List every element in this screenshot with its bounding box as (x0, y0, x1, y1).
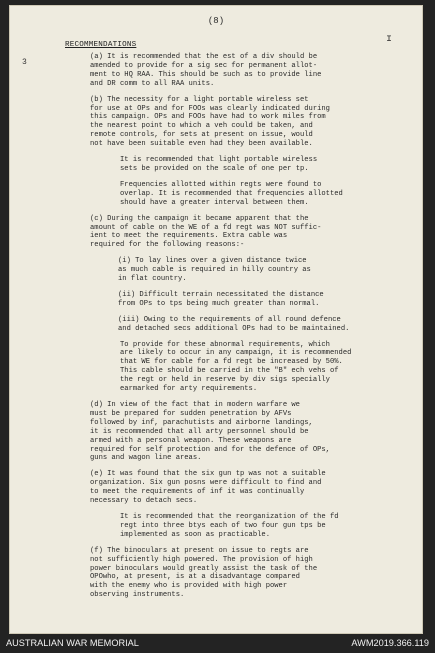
archive-reference: AWM2019.366.119 (351, 638, 429, 648)
paragraph-b: (b) The necessity for a light portable wireless set for use at OPs and for FOOs was clearly indicated during this campaign. OPs and FOOs have had to work miles from the nearest point to which a veh could be taken, and remote controls, for sets at present on issue, would not have been suitable even had they been available. (90, 95, 330, 149)
page-number: (8) (207, 16, 225, 26)
corner-pencil-mark: ɪ (385, 34, 392, 45)
paragraph-d: (d) In view of the fact that in modern warfare we must be prepared for sudden penetration by AFVs followed by inf, parachutists and airborne landings, it is recommended that all arty personnel should be armed with a personal weapon. These weapons are required for self protection and for the defence of OPs, guns and wagon line areas. (90, 401, 330, 463)
paragraph-c-recommendation: To provide for these abnormal requirements, which are likely to occur in any campaign, it is recommended that WE for cable for a fd regt be increased by 50%. This cable should be carried in the "B" ech vehs of the regt or held in reserve by div sigs specially earmarked for arty requirements. (120, 340, 352, 394)
section-heading: RECOMMENDATIONS (65, 41, 137, 49)
document-page (9, 5, 423, 634)
paragraph-c-iii: (iii) Owing to the requirements of all round defence and detached secs additional OPs had to be maintained. (118, 315, 350, 333)
paragraph-c-i: (i) To lay lines over a given distance twice as much cable is required in hilly country as in flat country. (118, 257, 311, 284)
document-body (90, 53, 382, 607)
archive-name: AUSTRALIAN WAR MEMORIAL (6, 638, 139, 648)
paragraph-c-ii: (ii) Difficult terrain necessitated the distance from OPs to tps being much greater than normal. (118, 290, 324, 308)
paragraph-f: (f) The binoculars at present on issue to regts are not sufficiently high powered. The provision of high power binoculars would greatly assist the task of the OPOwho, at present, is at a disadvantage compared with the enemy who is provided with high power observing instruments. (90, 546, 318, 600)
paragraph-frequencies: Frequencies allotted within regts were found to overlap. It is recommended that frequencies allotted should have a greater interval between them. (120, 180, 343, 207)
margin-number: 3 (22, 58, 27, 67)
paragraph-a: (a) It is recommended that the est of a div should be amended to provide for a sig sec for permanent allot- ment to HQ RAA. This should be such as to provide line and DR comm to all RAA units. (90, 53, 322, 88)
paragraph-e: (e) It was found that the six gun tp was not a suitable organization. Six gun posns were difficult to find and to meet the requirements of inf it was continually necessary to detach secs. (90, 470, 326, 506)
paragraph-e-recommendation: It is recommended that the reorganization of the fd regt into three btys each of two four gun tps be implemented as soon as practicable. (120, 512, 339, 539)
archive-footer (0, 638, 435, 653)
paragraph-c: (c) During the campaign it became apparent that the amount of cable on the WE of a fd regt was NOT suffic- ient to meet the requirements. Extra cable was required for the following reasons:- (90, 214, 322, 250)
paragraph-b-recommendation: It is recommended that light portable wireless sets be provided on the scale of one per tp. (120, 156, 318, 173)
